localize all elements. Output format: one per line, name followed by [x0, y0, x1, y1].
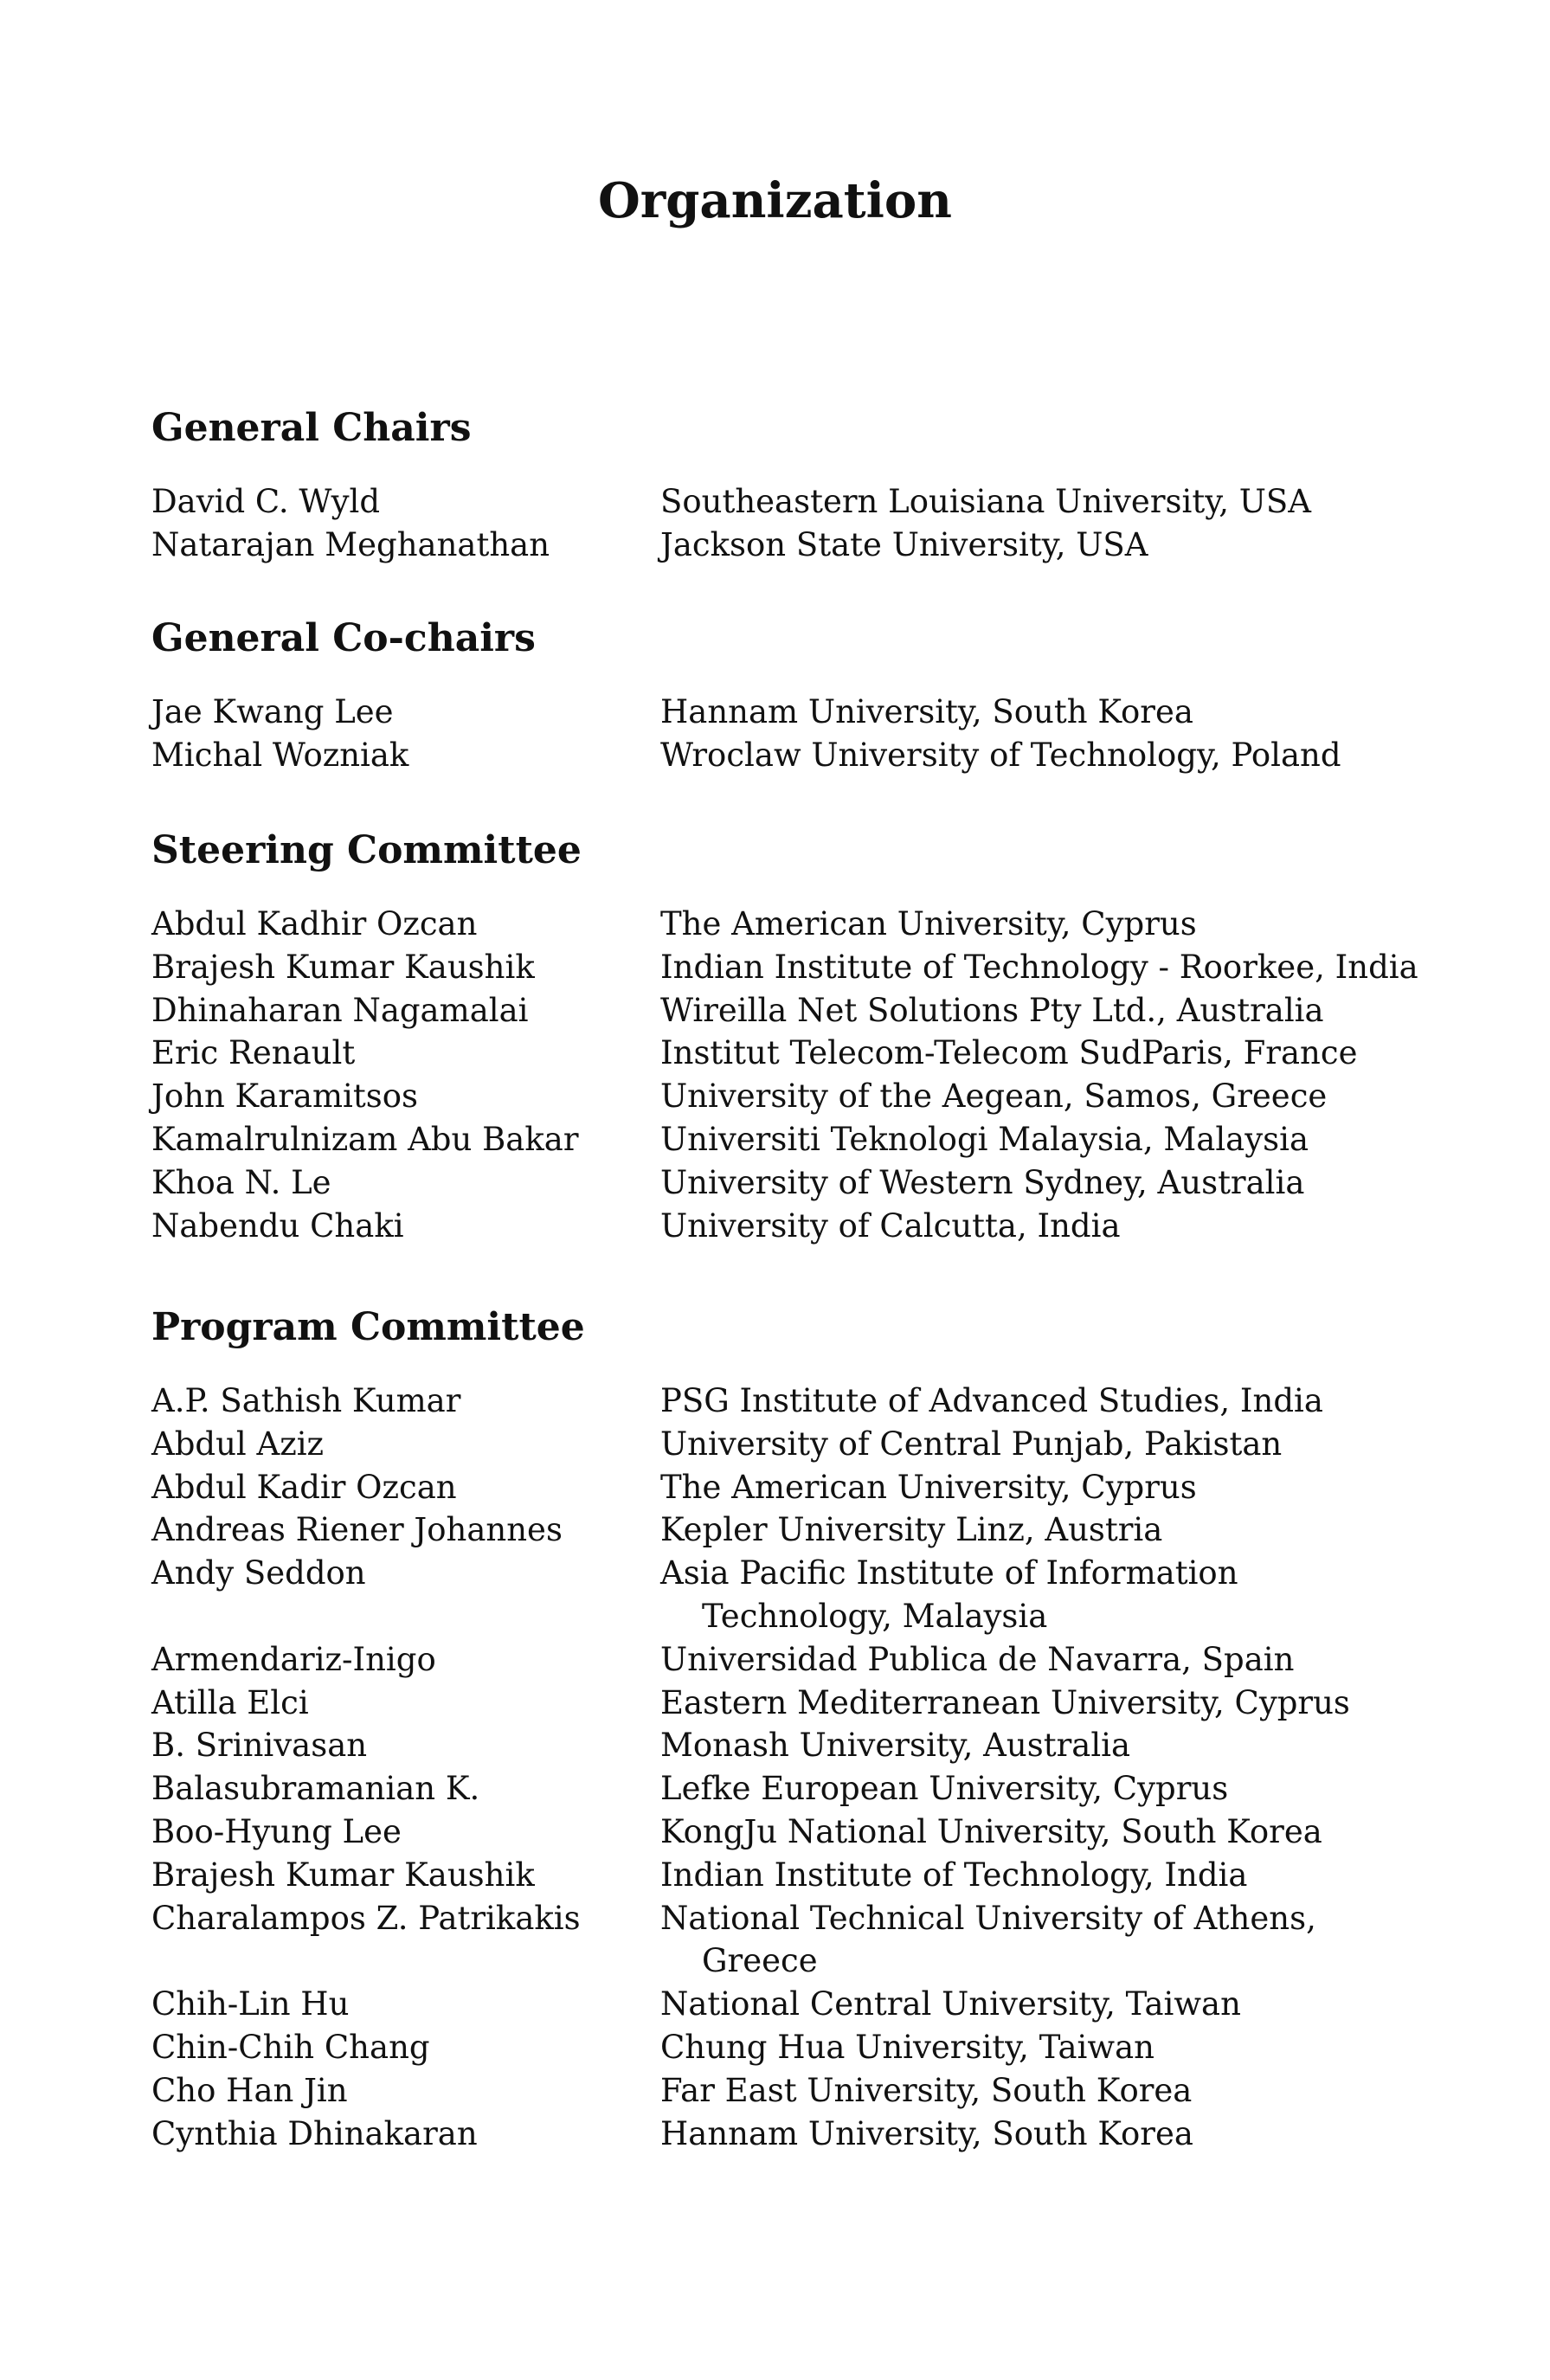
- member-name: Atilla Elci: [151, 1683, 309, 1721]
- member-name: Andreas Riener Johannes: [151, 1511, 563, 1549]
- member-row: [151, 1682, 1432, 1725]
- section-program-committee: [151, 1302, 1432, 2155]
- member-row: [151, 480, 1432, 524]
- member-name: Brajesh Kumar Kaushik: [151, 948, 535, 986]
- member-name: Eric Renault: [151, 1034, 356, 1072]
- affiliation-line: Chung Hua University, Taiwan: [660, 2028, 1154, 2066]
- member-row: [151, 1854, 1432, 1897]
- member-name: Cynthia Dhinakaran: [151, 2114, 478, 2152]
- member-name: Jae Kwang Lee: [151, 693, 394, 730]
- affiliation-line: Lefke European University, Cyprus: [660, 1770, 1229, 1808]
- affiliation-line: Kepler University Linz, Austria: [660, 1511, 1163, 1549]
- section-steering-committee: [151, 825, 1432, 1247]
- member-row: [151, 691, 1432, 734]
- member-name: Charalampos Z. Patrikakis: [151, 1899, 581, 1937]
- member-affiliation: [660, 1552, 1432, 1638]
- affiliation-line: The American University, Cyprus: [660, 1468, 1197, 1506]
- member-name: Khoa N. Le: [151, 1163, 331, 1201]
- member-affiliation: [660, 2113, 1432, 2156]
- member-affiliation: [660, 1508, 1432, 1552]
- affiliation-line: KongJu National University, South Korea: [660, 1812, 1322, 1850]
- member-affiliation: [660, 1682, 1432, 1725]
- member-affiliation: [660, 1205, 1432, 1248]
- affiliation-line: Asia Pacific Institute of Information: [660, 1554, 1238, 1592]
- affiliation-line: The American University, Cyprus: [660, 905, 1197, 942]
- member-affiliation: [660, 1032, 1432, 1075]
- member-affiliation: [660, 1161, 1432, 1205]
- affiliation-line: PSG Institute of Advanced Studies, India: [660, 1382, 1323, 1419]
- affiliation-line: Wroclaw University of Technology, Poland: [660, 736, 1341, 774]
- member-row: [151, 1466, 1432, 1509]
- member-row: [151, 1508, 1432, 1552]
- affiliation-line: University of Central Punjab, Pakistan: [660, 1425, 1283, 1463]
- member-row: [151, 1897, 1432, 1984]
- member-affiliation: [660, 734, 1432, 777]
- member-affiliation: [660, 2069, 1432, 2113]
- member-row: [151, 903, 1432, 946]
- member-row: [151, 1767, 1432, 1811]
- affiliation-line: Hannam University, South Korea: [660, 693, 1193, 730]
- affiliation-line: University of the Aegean, Samos, Greece: [660, 1077, 1328, 1116]
- member-affiliation: [660, 1724, 1432, 1767]
- member-row: [151, 1423, 1432, 1466]
- member-name: Boo-Hyung Lee: [151, 1812, 402, 1850]
- member-name: John Karamitsos: [151, 1077, 419, 1116]
- member-name: Abdul Kadhir Ozcan: [151, 905, 478, 942]
- affiliation-line: University of Western Sydney, Australia: [660, 1163, 1305, 1201]
- member-name: Balasubramanian K.: [151, 1770, 480, 1808]
- member-row: [151, 1205, 1432, 1248]
- affiliation-line: Institut Telecom-Telecom SudParis, France: [660, 1034, 1358, 1072]
- member-affiliation: [660, 946, 1432, 989]
- member-row: [151, 1075, 1432, 1118]
- member-row: [151, 2113, 1432, 2156]
- affiliation-line: Far East University, South Korea: [660, 2071, 1193, 2109]
- member-affiliation: [660, 1767, 1432, 1811]
- page-title: Organization: [597, 172, 952, 229]
- member-row: [151, 2069, 1432, 2113]
- affiliation-line: Universiti Teknologi Malaysia, Malaysia: [660, 1120, 1309, 1158]
- affiliation-line: Monash University, Australia: [660, 1727, 1131, 1765]
- affiliation-line: National Technical University of Athens,: [660, 1899, 1316, 1937]
- affiliation-line: National Central University, Taiwan: [660, 1985, 1241, 2023]
- affiliation-continuation: Technology, Malaysia: [702, 1597, 1048, 1635]
- affiliation-line: Universidad Publica de Navarra, Spain: [660, 1640, 1295, 1678]
- member-affiliation: [660, 1466, 1432, 1509]
- member-name: Andy Seddon: [151, 1554, 366, 1592]
- member-name: Armendariz-Inigo: [151, 1640, 436, 1678]
- affiliation-line: Indian Institute of Technology, India: [660, 1856, 1248, 1894]
- member-row: [151, 1380, 1432, 1423]
- member-row: [151, 989, 1432, 1032]
- member-name: David C. Wyld: [151, 483, 381, 520]
- member-name: A.P. Sathish Kumar: [151, 1382, 461, 1419]
- member-name: Chin-Chih Chang: [151, 2028, 430, 2066]
- affiliation-line: Hannam University, South Korea: [660, 2114, 1193, 2152]
- member-row: [151, 1983, 1432, 2026]
- section-heading: Program Committee: [151, 1305, 585, 1349]
- member-affiliation: [660, 480, 1432, 524]
- member-row: [151, 734, 1432, 777]
- member-affiliation: [660, 2026, 1432, 2069]
- section-general-chairs: [151, 402, 1432, 567]
- section-general-co-chairs: [151, 613, 1432, 777]
- member-affiliation: [660, 903, 1432, 946]
- member-row: [151, 1811, 1432, 1854]
- member-row: [151, 524, 1432, 567]
- affiliation-line: Southeastern Louisiana University, USA: [660, 483, 1311, 520]
- member-row: [151, 946, 1432, 989]
- member-name: Kamalrulnizam Abu Bakar: [151, 1120, 579, 1158]
- member-name: Michal Wozniak: [151, 736, 409, 774]
- affiliation-continuation: Greece: [702, 1942, 818, 1980]
- member-name: Natarajan Meghanathan: [151, 525, 550, 563]
- affiliation-line: University of Calcutta, India: [660, 1206, 1121, 1245]
- member-name: Chih-Lin Hu: [151, 1985, 350, 2023]
- section-heading: General Co-chairs: [151, 616, 536, 660]
- member-affiliation: [660, 1811, 1432, 1854]
- member-name: Nabendu Chaki: [151, 1206, 404, 1245]
- member-affiliation: [660, 1854, 1432, 1897]
- section-heading: Steering Committee: [151, 828, 582, 872]
- member-name: Abdul Kadir Ozcan: [151, 1468, 457, 1506]
- member-affiliation: [660, 1423, 1432, 1466]
- member-row: [151, 2026, 1432, 2069]
- member-row: [151, 1552, 1432, 1638]
- member-row: [151, 1724, 1432, 1767]
- member-row: [151, 1161, 1432, 1205]
- member-affiliation: [660, 989, 1432, 1032]
- member-name: B. Srinivasan: [151, 1727, 368, 1765]
- member-name: Abdul Aziz: [151, 1425, 325, 1463]
- member-affiliation: [660, 1638, 1432, 1682]
- affiliation-line: Wireilla Net Solutions Pty Ltd., Australia: [660, 991, 1324, 1029]
- member-affiliation: [660, 524, 1432, 567]
- member-row: [151, 1032, 1432, 1075]
- member-row: [151, 1118, 1432, 1161]
- member-affiliation: [660, 1897, 1432, 1984]
- member-affiliation: [660, 691, 1432, 734]
- member-affiliation: [660, 1380, 1432, 1423]
- member-name: Brajesh Kumar Kaushik: [151, 1856, 535, 1894]
- member-name: Dhinaharan Nagamalai: [151, 991, 529, 1029]
- member-affiliation: [660, 1983, 1432, 2026]
- affiliation-line: Eastern Mediterranean University, Cyprus: [660, 1683, 1350, 1721]
- section-heading: General Chairs: [151, 406, 472, 450]
- member-affiliation: [660, 1118, 1432, 1161]
- member-affiliation: [660, 1075, 1432, 1118]
- member-name: Cho Han Jin: [151, 2071, 348, 2109]
- affiliation-line: Indian Institute of Technology - Roorkee, India: [660, 948, 1418, 986]
- affiliation-line: Jackson State University, USA: [660, 525, 1148, 563]
- member-row: [151, 1638, 1432, 1682]
